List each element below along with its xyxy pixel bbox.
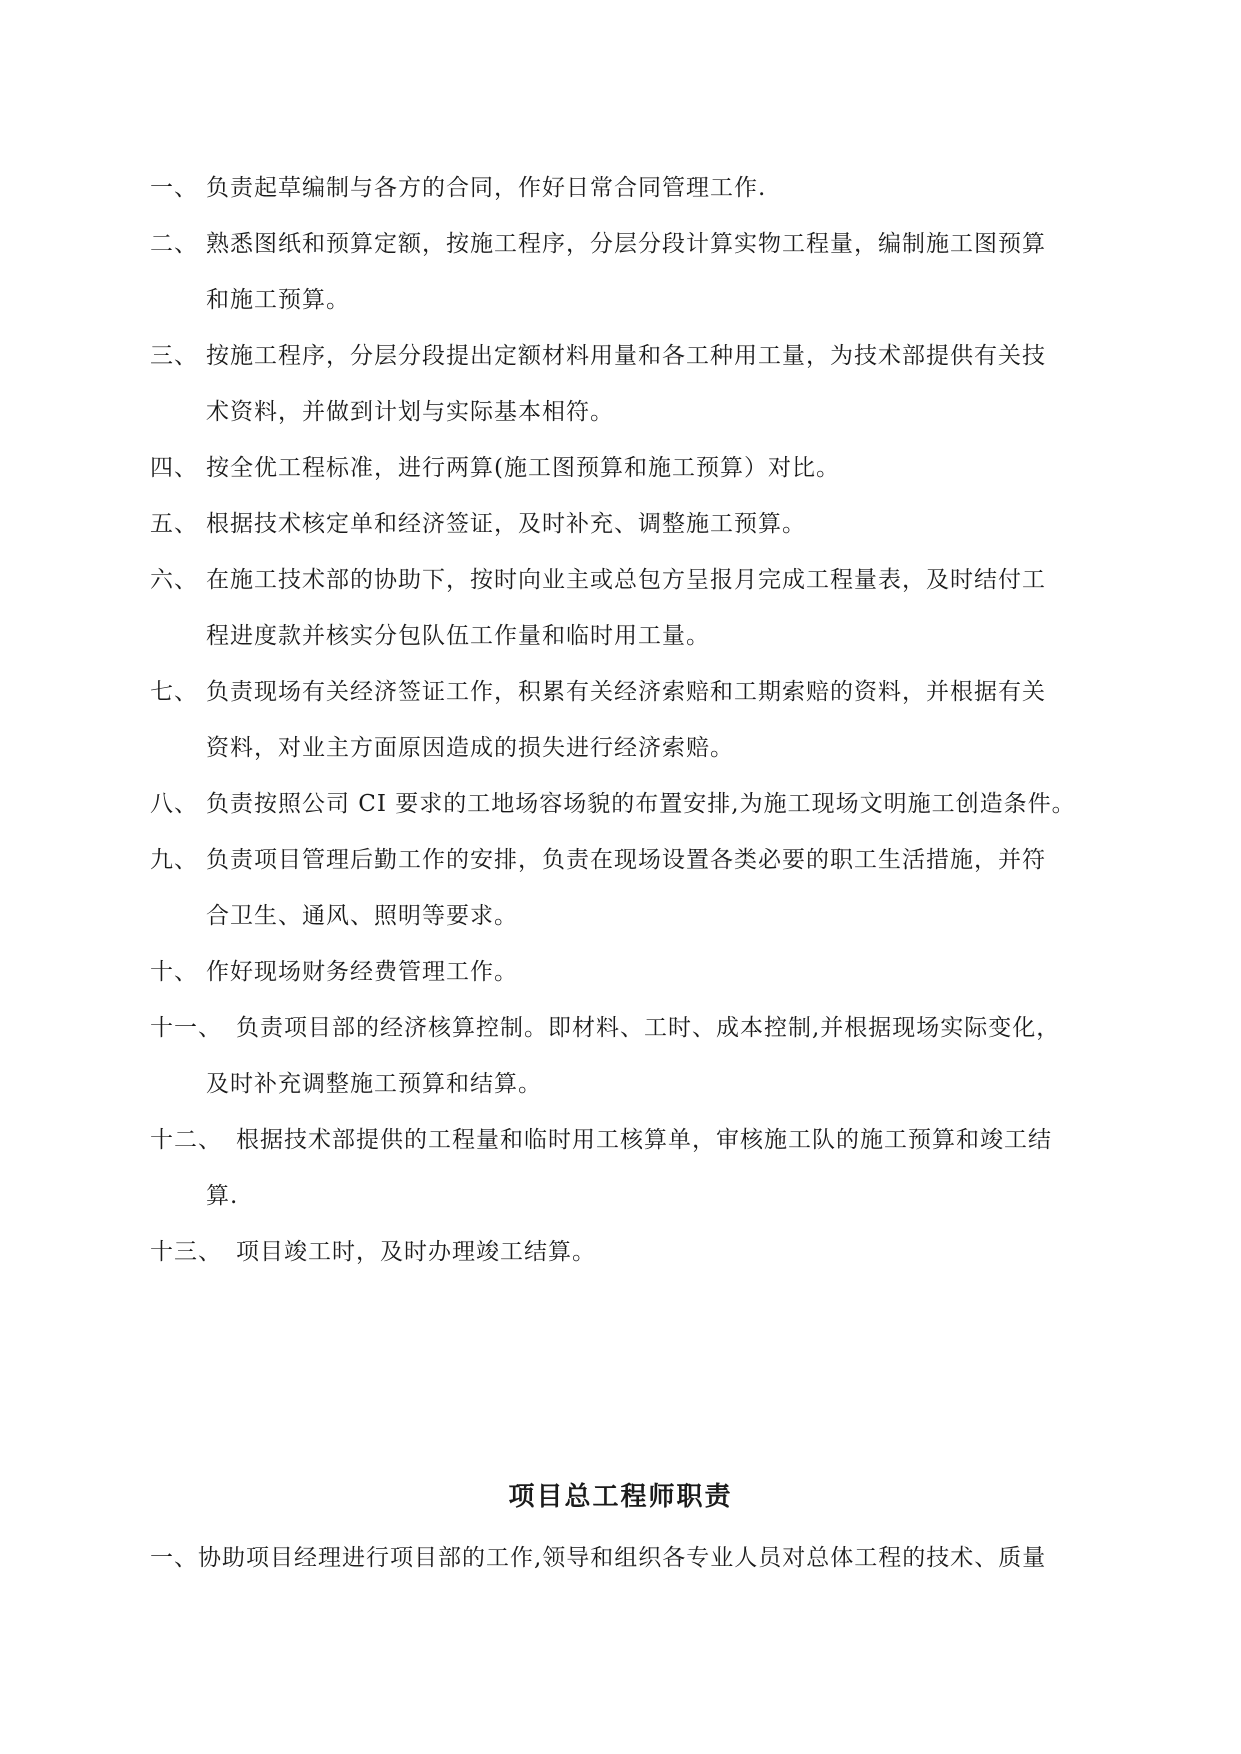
item-number: 一、 [150,175,198,201]
section-heading: 项目总工程师职责 [508,1482,733,1512]
list-item [150,496,1090,552]
list-item [150,328,1090,440]
item-number: 十、 [150,959,198,985]
item-text: 项目竣工时，及时办理竣工结算。 [236,1239,596,1265]
item-number: 五、 [150,511,198,537]
duty-list [150,160,1090,1280]
list-item [150,552,1090,664]
item-text: 按全优工程标准，进行两算(施工图预算和施工预算）对比。 [206,455,840,481]
list-item [150,216,1090,328]
list-item [150,1224,1090,1280]
item-number: 八、 [150,791,198,817]
list-item [150,832,1090,944]
item-number: 七、 [150,679,198,705]
item-text-continuation: 和施工预算。 [206,287,350,313]
item-text-continuation: 程进度款并核实分包队伍工作量和临时用工量。 [206,623,710,649]
item-text: 负责按照公司 CI 要求的工地场容场貌的布置安排,为施工现场文明施工创造条件。 [206,791,1076,817]
item-number: 三、 [150,343,198,369]
section-paragraph: 一、协助项目经理进行项目部的工作,领导和组织各专业人员对总体工程的技术、质量 [150,1545,1047,1571]
item-text: 根据技术部提供的工程量和临时用工核算单，审核施工队的施工预算和竣工结 [236,1127,1052,1153]
item-number: 十一、 [150,1015,222,1041]
list-item [150,440,1090,496]
item-text-continuation: 算. [206,1183,239,1209]
item-text: 熟悉图纸和预算定额，按施工程序，分层分段计算实物工程量，编制施工图预算 [206,231,1046,257]
item-text: 负责起草编制与各方的合同，作好日常合同管理工作. [206,175,767,201]
item-text-continuation: 及时补充调整施工预算和结算。 [206,1071,542,1097]
item-number: 六、 [150,567,198,593]
item-text-continuation: 资料，对业主方面原因造成的损失进行经济索赔。 [206,735,734,761]
item-text-continuation: 合卫生、通风、照明等要求。 [206,903,518,929]
item-text: 作好现场财务经费管理工作。 [206,959,518,985]
item-text: 根据技术核定单和经济签证，及时补充、调整施工预算。 [206,511,806,537]
item-text: 按施工程序，分层分段提出定额材料用量和各工种用工量，为技术部提供有关技 [206,343,1046,369]
item-text: 负责项目管理后勤工作的安排，负责在现场设置各类必要的职工生活措施，并符 [206,847,1046,873]
item-text: 负责项目部的经济核算控制。即材料、工时、成本控制,并根据现场实际变化， [236,1015,1061,1041]
list-item [150,160,1090,216]
list-item [150,776,1090,832]
item-number: 四、 [150,455,198,481]
item-text: 在施工技术部的协助下，按时向业主或总包方呈报月完成工程量表，及时结付工 [206,567,1046,593]
list-item [150,664,1090,776]
list-item [150,1000,1090,1112]
item-text-continuation: 术资料，并做到计划与实际基本相符。 [206,399,614,425]
item-number: 十二、 [150,1127,222,1153]
item-text: 负责现场有关经济签证工作，积累有关经济索赔和工期索赔的资料，并根据有关 [206,679,1046,705]
list-item [150,1112,1090,1224]
item-number: 九、 [150,847,198,873]
item-number: 二、 [150,231,198,257]
list-item [150,944,1090,1000]
item-number: 十三、 [150,1239,222,1265]
